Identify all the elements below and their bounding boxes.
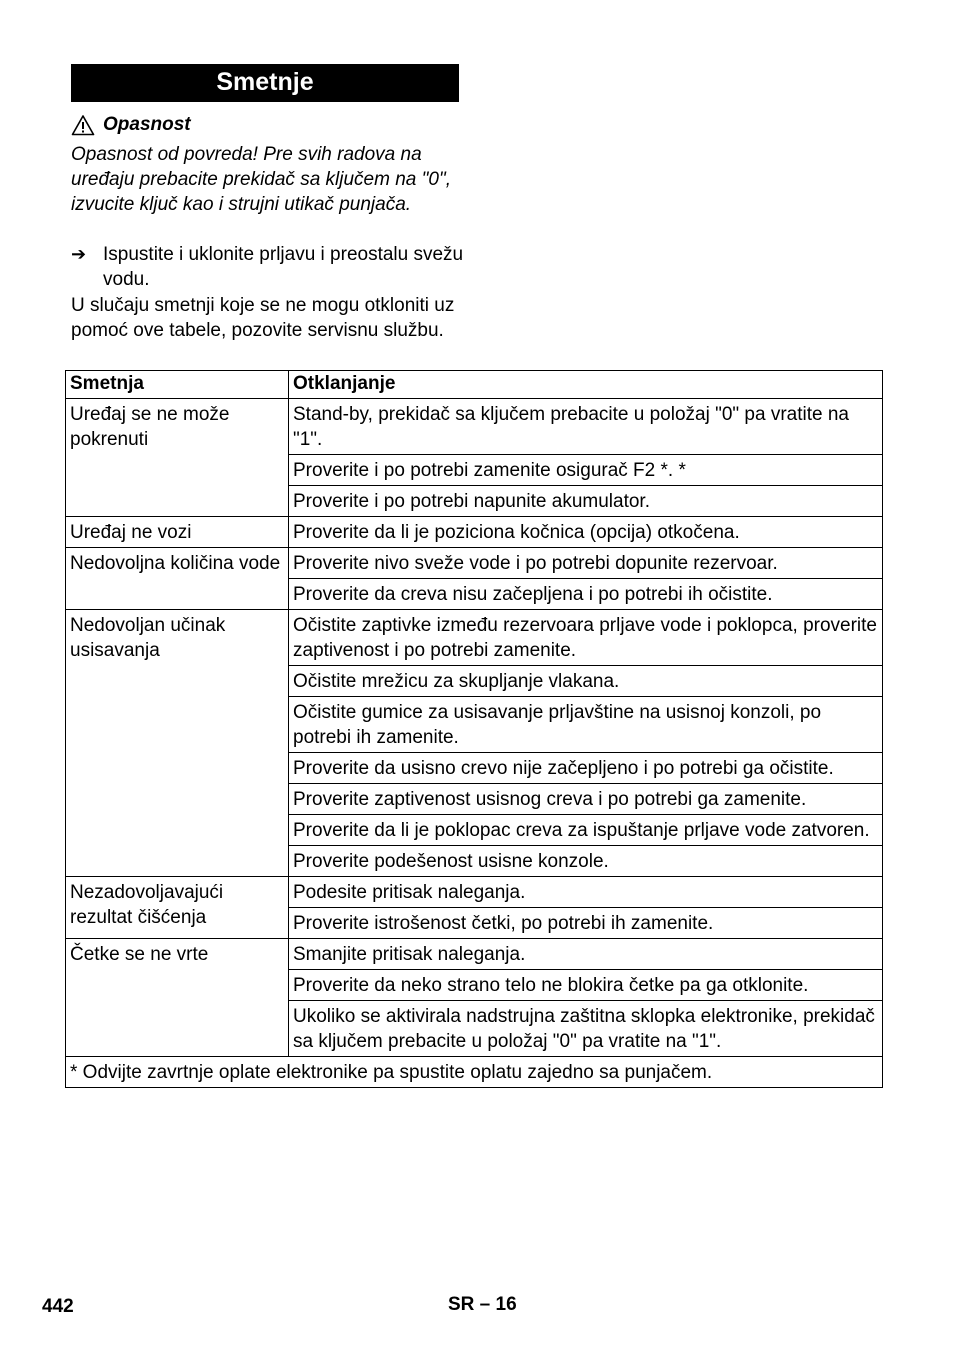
remedy-cell: Proverite istrošenost četki, po potrebi ih zamenite. xyxy=(289,908,883,939)
remedy-cell: Podesite pritisak naleganja. xyxy=(289,877,883,908)
warning-text: Opasnost od povreda! Pre svih radova na uređaju prebacite prekidač sa ključem na "0", izvucite ključ kao i strujni utikač punjača. xyxy=(71,144,451,215)
remedy-cell: Ukoliko se aktivirala nadstrujna zaštitna sklopka elektronike, prekidač sa ključem prebacite u položaj "0" pa vratite na "1". xyxy=(289,1001,883,1057)
header-remedy: Otklanjanje xyxy=(289,371,883,399)
page-number: 442 xyxy=(42,1296,74,1317)
remedy-cell: Proverite i po potrebi zamenite osigurač F2 *. * xyxy=(289,455,883,486)
remedy-cell: Stand-by, prekidač sa ključem prebacite u položaj "0" pa vratite na "1". xyxy=(289,399,883,455)
remedy-cell: Proverite nivo sveže vode i po potrebi dopunite rezervoar. xyxy=(289,548,883,579)
arrow-right-icon: ➔ xyxy=(71,244,87,264)
troubleshooting-table xyxy=(65,370,883,1088)
fault-cell: Četke se ne vrte xyxy=(66,939,289,1057)
warning-label: Opasnost xyxy=(103,114,191,135)
table-header-row xyxy=(66,371,883,399)
table-row xyxy=(66,517,883,548)
remedy-cell: Proverite i po potrebi napunite akumulator. xyxy=(289,486,883,517)
table-row xyxy=(66,399,883,455)
header-fault: Smetnja xyxy=(66,371,289,399)
warning-heading xyxy=(71,112,191,138)
remedy-cell: Smanjite pritisak naleganja. xyxy=(289,939,883,970)
remedy-cell: Proverite podešenost usisne konzole. xyxy=(289,846,883,877)
table-footnote: * Odvijte zavrtnje oplate elektronike pa spustite oplatu zajedno sa punjačem. xyxy=(66,1057,883,1088)
language-page-label: SR – 16 xyxy=(448,1294,517,1315)
fault-cell: Uređaj se ne može pokrenuti xyxy=(66,399,289,517)
remedy-cell: Očistite mrežicu za skupljanje vlakana. xyxy=(289,666,883,697)
section-title: Smetnje xyxy=(71,64,459,102)
remedy-cell: Očistite gumice za usisavanje prljavštine na usisnoj konzoli, po potrebi ih zamenite. xyxy=(289,697,883,753)
remedy-cell: Očistite zaptivke između rezervoara prljave vode i poklopca, proverite zaptivenost i po potrebi zamenite. xyxy=(289,610,883,666)
fault-cell: Uređaj ne vozi xyxy=(66,517,289,548)
remedy-cell: Proverite da creva nisu začepljena i po potrebi ih očistite. xyxy=(289,579,883,610)
remedy-cell: Proverite da neko strano telo ne blokira četke pa ga otklonite. xyxy=(289,970,883,1001)
remedy-cell: Proverite da li je poklopac creva za ispuštanje prljave vode zatvoren. xyxy=(289,815,883,846)
fault-cell: Nedovoljan učinak usisavanja xyxy=(66,610,289,877)
fault-cell: Nezadovoljavajući rezultat čišćenja xyxy=(66,877,289,939)
table-row xyxy=(66,939,883,970)
intro-text: U slučaju smetnji koje se ne mogu otkloniti uz pomoć ove tabele, pozovite servisnu službu. xyxy=(71,295,455,341)
instruction-step xyxy=(71,242,466,292)
table-footnote-row xyxy=(66,1057,883,1088)
table-row xyxy=(66,610,883,666)
table-row xyxy=(66,548,883,579)
remedy-cell: Proverite da usisno crevo nije začepljeno i po potrebi ga očistite. xyxy=(289,753,883,784)
warning-triangle-icon xyxy=(71,114,95,136)
step-text: Ispustite i uklonite prljavu i preostalu svežu vodu. xyxy=(103,244,464,290)
remedy-cell: Proverite zaptivenost usisnog creva i po potrebi ga zamenite. xyxy=(289,784,883,815)
fault-cell: Nedovoljna količina vode xyxy=(66,548,289,610)
table-row xyxy=(66,877,883,908)
remedy-cell: Proverite da li je poziciona kočnica (opcija) otkočena. xyxy=(289,517,883,548)
